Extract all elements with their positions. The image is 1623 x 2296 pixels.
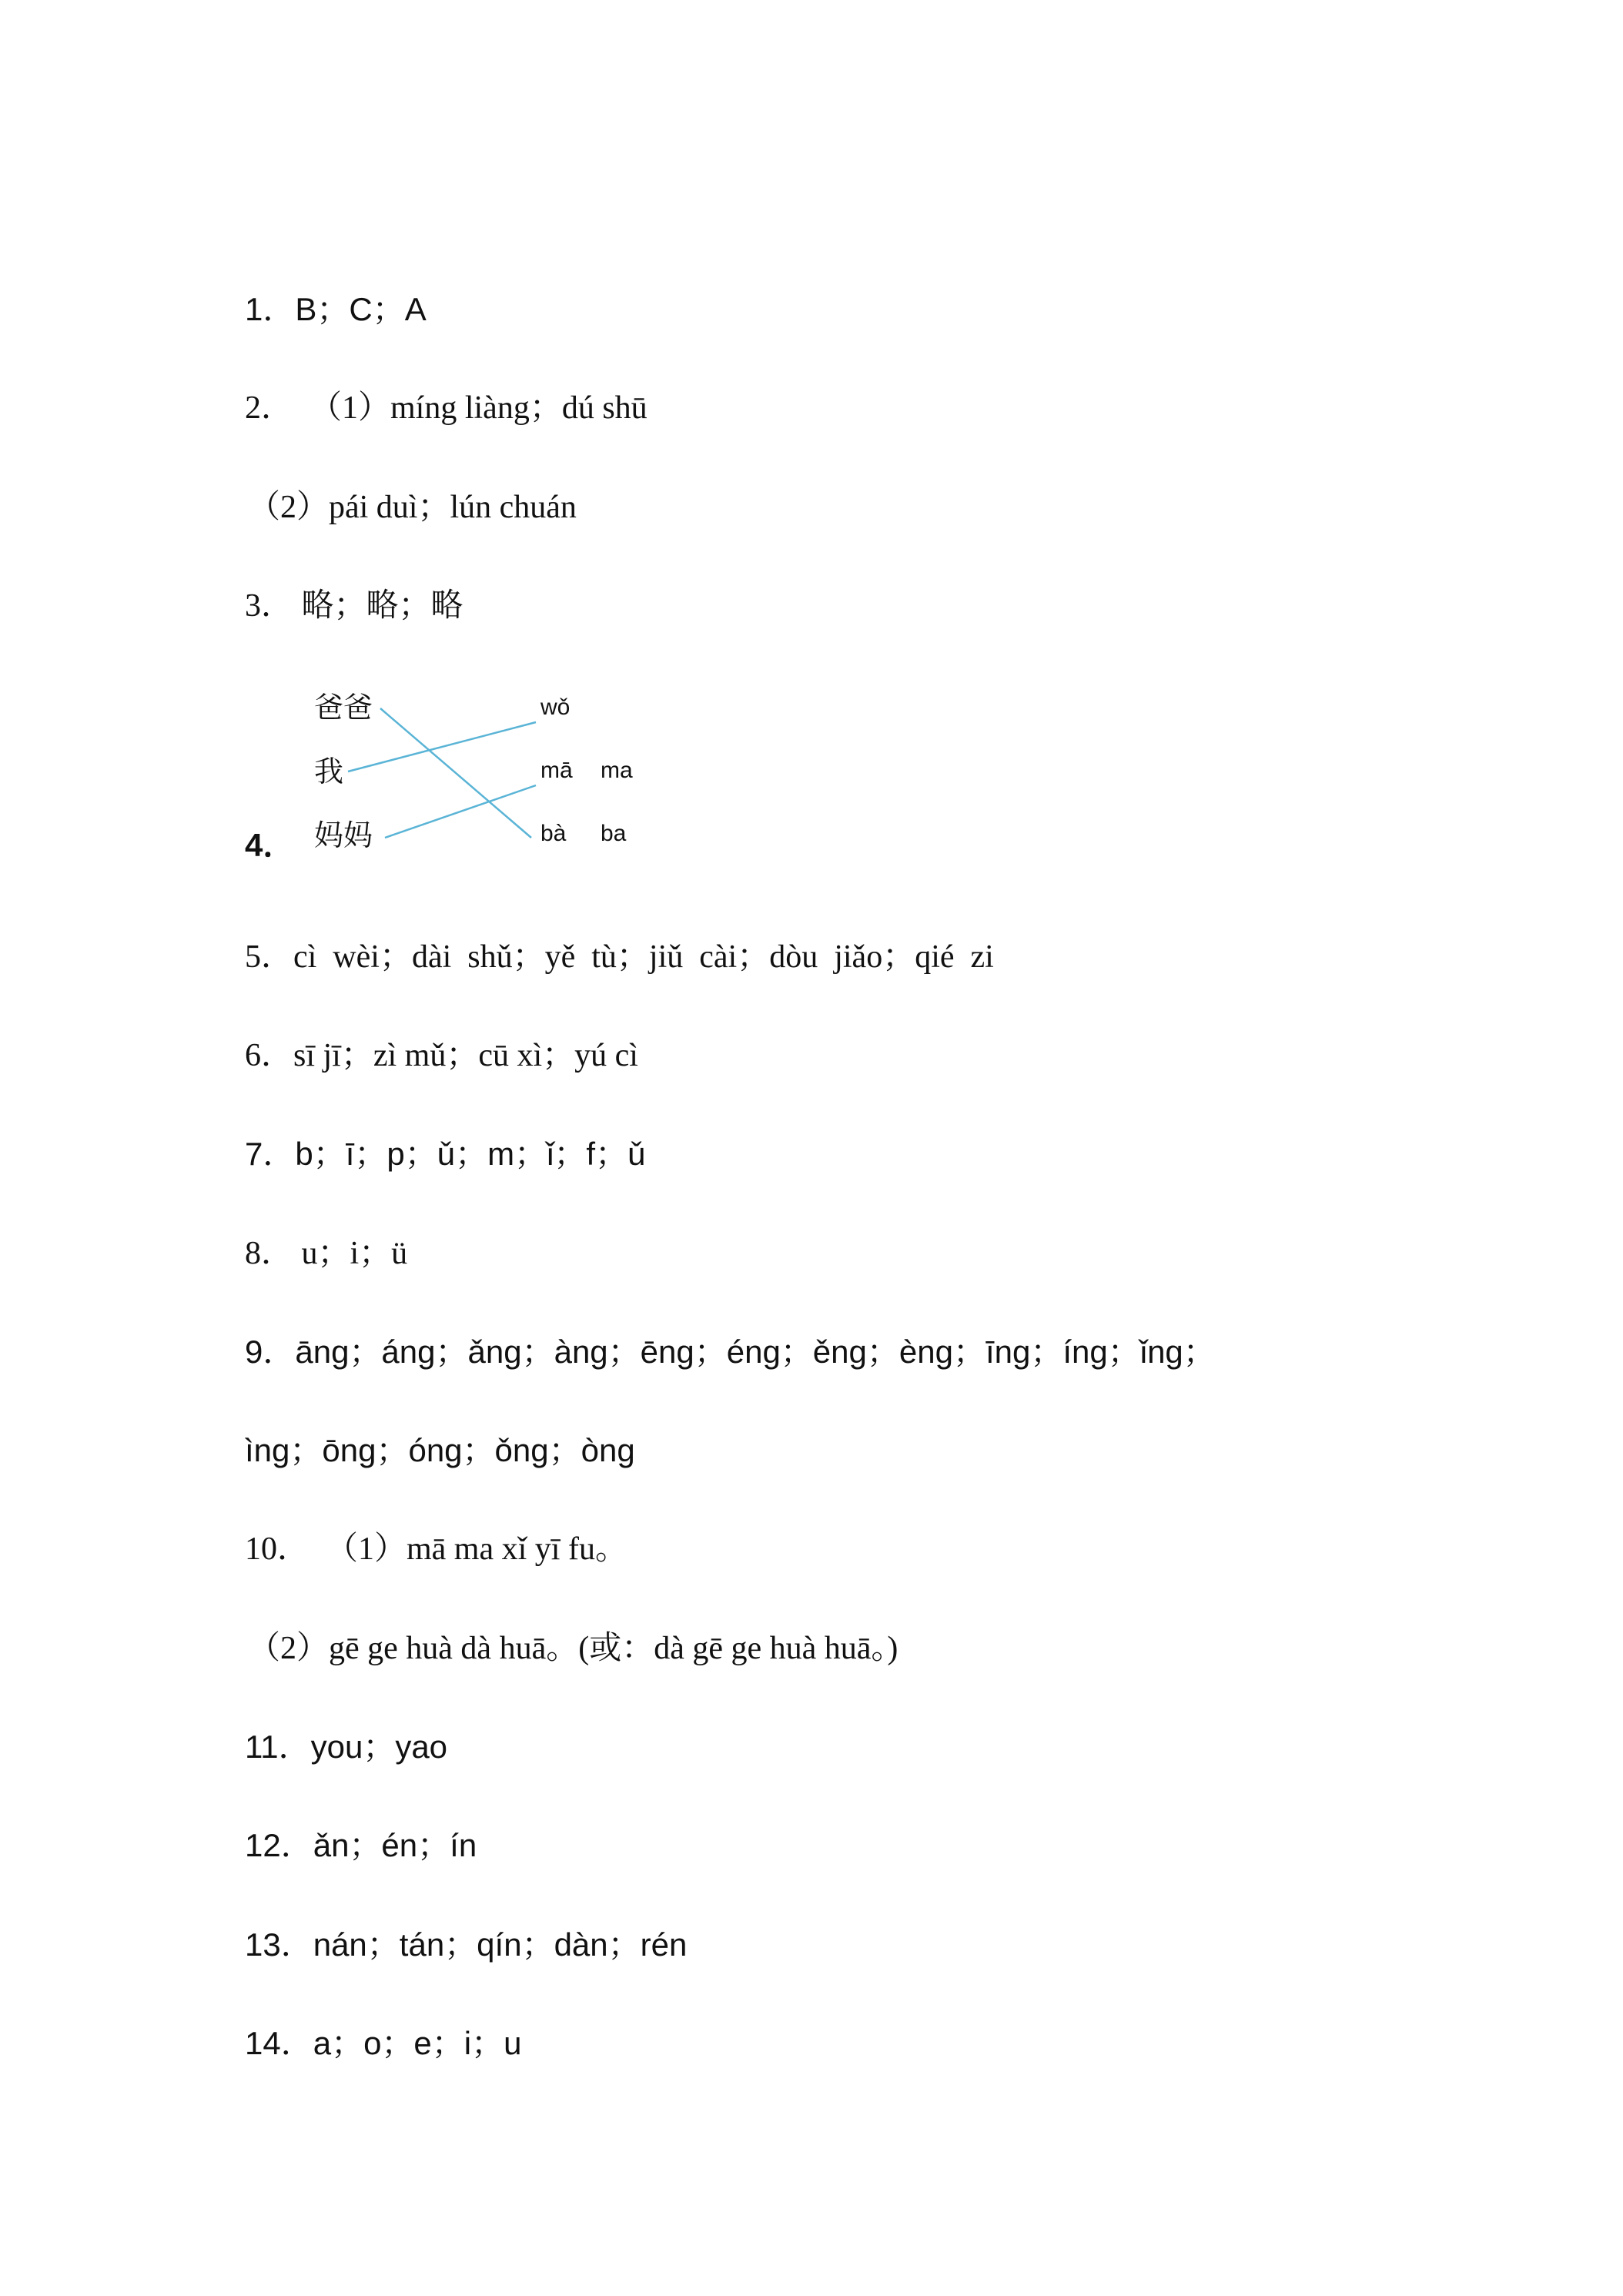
answer-1: 1．B；C；A [245, 291, 427, 327]
answer-10-part-1: 10． （1）mā ma xǐ yī fu。 [245, 1531, 627, 1567]
answer-8: 8． u；i；ü [245, 1236, 408, 1271]
answer-12: 12．ǎn；én；ín [245, 1827, 477, 1863]
pinyin-ba-neutral: ba [601, 821, 627, 846]
word-wo: 我 [314, 756, 344, 788]
answer-2-part-2: （2）pái duì；lún chuán [248, 490, 577, 525]
answer-6: 6．sī jī；zì mǔ；cū xì；yú cì [245, 1038, 638, 1073]
word-baba: 爸爸 [314, 692, 373, 725]
line-mama-to-ma [385, 785, 536, 838]
pinyin-ma-neutral: ma [601, 758, 633, 783]
answer-9-line-1: 9．āng；áng；ǎng；àng；ēng；éng；ěng；èng；īng；íng；ǐng； [245, 1334, 1216, 1370]
answer-11: 11．you；yao [245, 1729, 448, 1765]
line-baba-to-ba [380, 708, 531, 838]
word-mama: 妈妈 [314, 820, 373, 852]
answer-4-number: 4． [245, 827, 296, 863]
line-wo-to-wo [348, 722, 536, 771]
answer-5: 5．cì wèi；dài shǔ；yě tù；jiǔ cài；dòu jiǎo；qié zi [245, 939, 994, 975]
answer-9-line-2: ìng；ōng；óng；ǒng；òng [245, 1432, 635, 1468]
matching-diagram [245, 678, 661, 878]
answer-14: 14．a；o；e；i；u [245, 2025, 522, 2061]
answer-4-matching-figure [245, 678, 661, 878]
answer-13: 13．nán；tán；qín；dàn；rén [245, 1926, 688, 1963]
pinyin-ma: mā [540, 758, 573, 783]
answer-2-part-1: 2． （1）míng liàng；dú shū [245, 390, 648, 426]
answer-10-part-2: （2）gē ge huà dà huā。(或：dà gē ge huà huā。) [248, 1631, 899, 1666]
pinyin-ba: bà [540, 821, 567, 846]
answer-7: 7．b；ī；p；ǔ；m；ǐ；f；ǔ [245, 1136, 646, 1172]
pinyin-wo: wǒ [540, 694, 571, 720]
answer-3: 3． 略；略；略 [245, 588, 463, 624]
